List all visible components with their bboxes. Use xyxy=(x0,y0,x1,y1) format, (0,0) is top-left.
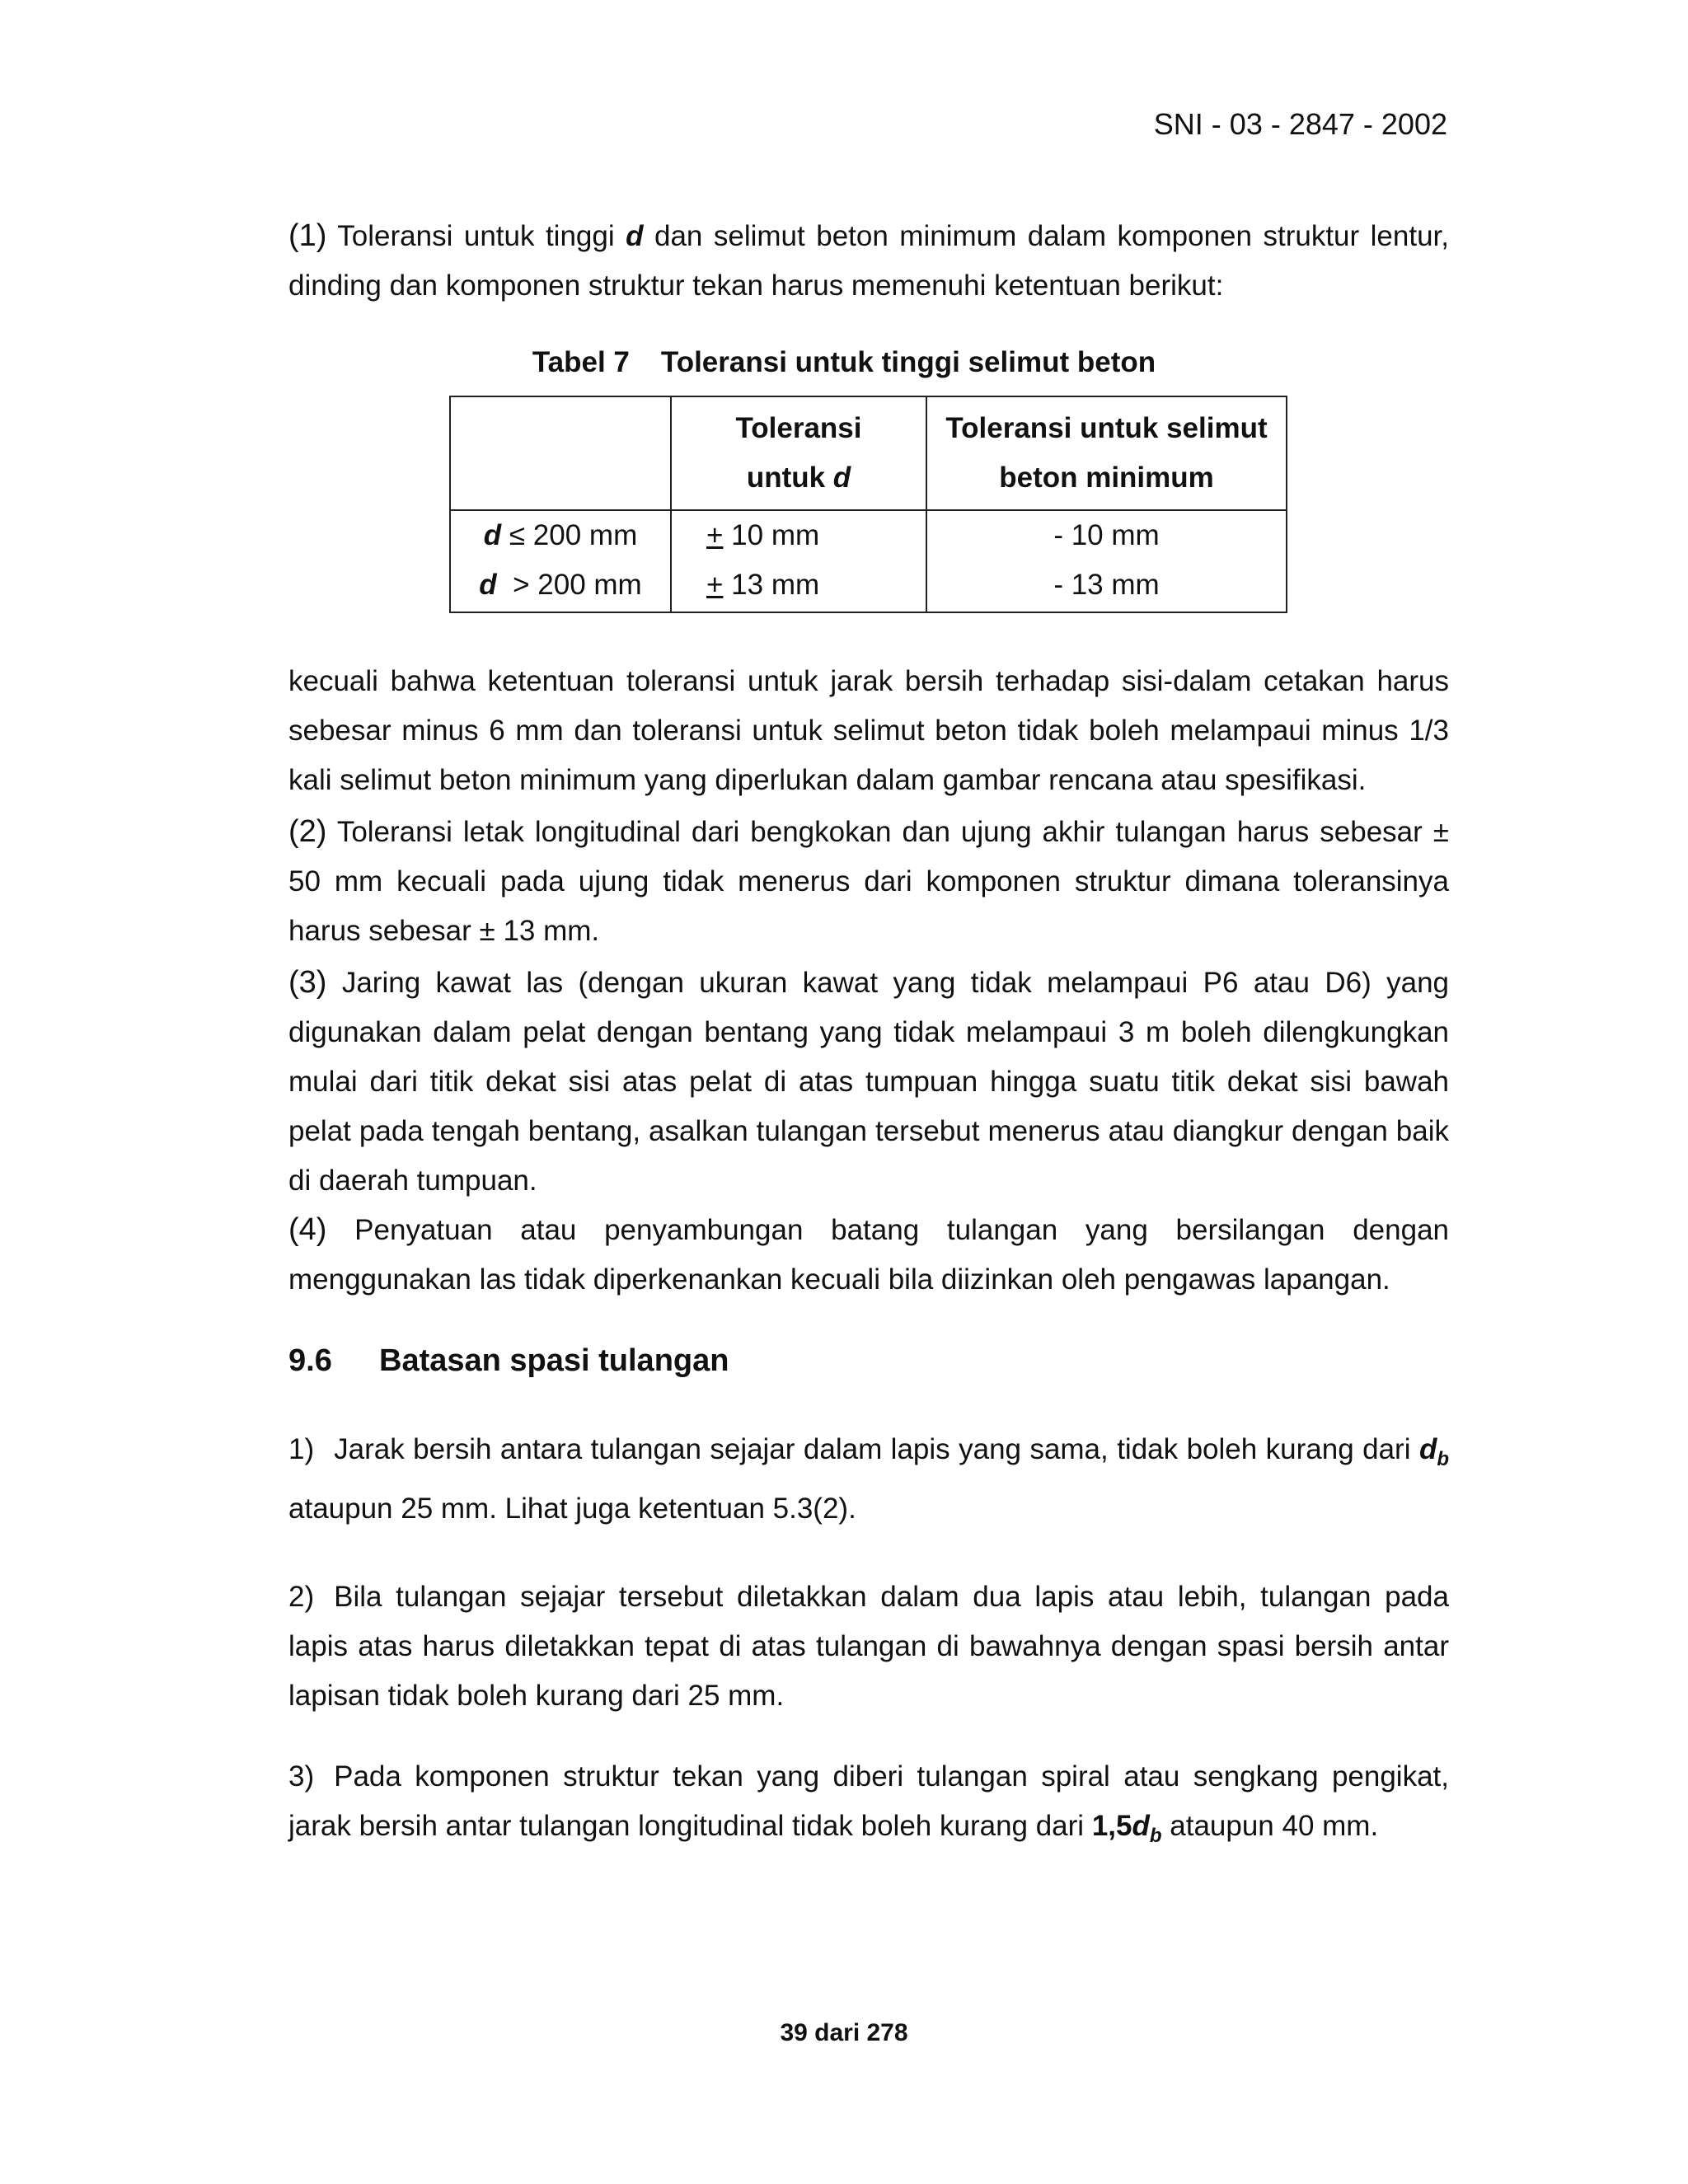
tolerance-table xyxy=(449,396,1287,613)
symbol-d: d xyxy=(832,462,851,494)
table-body-row xyxy=(450,510,1287,612)
item-number: (1) xyxy=(288,218,327,253)
table-number: Tabel 7 xyxy=(532,346,630,378)
table-header-row xyxy=(450,396,1287,510)
condition-cell xyxy=(450,510,671,612)
coefficient: 1,5 xyxy=(1091,1810,1132,1842)
table-title: Toleransi untuk tinggi selimut beton xyxy=(660,346,1156,378)
paragraph-item-4: (4) Penyatuan atau penyambungan batang tulangan yang bersilangan dengan menggunakan las tidak diperkenankan kecuali bila diizinkan oleh pengawas lapangan. xyxy=(288,1212,1449,1296)
rule-index: 3) xyxy=(288,1760,315,1793)
page-number: 39 dari 278 xyxy=(780,2019,908,2046)
rule-index: 2) xyxy=(288,1581,315,1613)
symbol-db: $d_b$ xyxy=(1418,1433,1449,1470)
document-code: SNI - 03 - 2847 - 2002 xyxy=(1153,107,1447,141)
paragraph-item-2: (2) Toleransi letak longitudinal dari bengkokan dan ujung akhir tulangan harus sebesar ± 50 mm kecuali pada ujung tidak menerus dari komponen struktur dimana toleransinya harus sebesar ± 13 mm. xyxy=(288,814,1449,947)
symbol-d: d xyxy=(626,220,644,252)
section-number: 9.6 xyxy=(288,1343,332,1378)
symbol-db: $d_b$ xyxy=(1132,1810,1162,1847)
rule-2: 2) Bila tulangan sejajar tersebut diletakkan dalam dua lapis atau lebih, tulangan pada lapis atas harus diletakkan tepat di atas tulangan di bawahnya dengan spasi bersih antar lapisan tidak boleh kurang dari 25 mm. xyxy=(288,1581,1449,1712)
paragraph-item-3: (3) Jaring kawat las (dengan ukuran kawat yang tidak melampaui P6 atau D6) yang digunakan dalam pelat dengan bentang yang tidak melampaui 3 m boleh dilengkungkan mulai dari titik dekat sisi atas pelat di atas tumpuan hingga suatu titik dekat sisi bawah pelat pada tengah bentang, asalkan tulangan tersebut menerus atau diangkur dengan baik di daerah tumpuan. xyxy=(288,965,1449,1197)
section-title: Batasan spasi tulangan xyxy=(379,1343,729,1378)
rule-3: 3) Pada komponen struktur tekan yang diberi tulangan spiral atau sengkang pengikat, jarak bersih antar tulangan longitudinal tidak boleh kurang dari $1,5d_b$ ataupun 40 mm. xyxy=(288,1760,1449,1847)
rule-1: 1) Jarak bersih antara tulangan sejajar dalam lapis yang sama, tidak boleh kurang dari $d_b$ ataupun 25 mm. Lihat juga ketentuan 5.3(2). xyxy=(288,1433,1449,1525)
tolerance-d-cell: + 10 mm + 13 mm xyxy=(671,510,926,612)
table-caption xyxy=(0,346,1688,379)
item-number: (4) xyxy=(288,1212,327,1247)
header-empty-cell xyxy=(450,396,671,510)
tolerance-cover-cell: - 10 mm - 13 mm xyxy=(926,510,1287,612)
item-number: (3) xyxy=(288,965,327,1000)
paragraph-exception: kecuali bahwa ketentuan toleransi untuk jarak bersih terhadap sisi-dalam cetakan harus sebesar minus 6 mm dan toleransi untuk selimut beton tidak boleh melampaui minus 1/3 kali selimut beton minimum yang diperlukan dalam gambar rencana atau spesifikasi. xyxy=(288,665,1449,796)
paragraph-tolerance-intro: (1) Toleransi untuk tinggi d dan selimut beton minimum dalam komponen struktur lentur, dinding dan komponen struktur tekan harus memenuhi ketentuan berikut: xyxy=(288,218,1449,302)
rule-index: 1) xyxy=(288,1433,315,1465)
table-row: d ≤ 200 mm xyxy=(483,519,638,551)
header-tolerance-d: Toleransi untuk d xyxy=(671,396,926,510)
header-tolerance-cover: Toleransi untuk selimut beton minimum xyxy=(926,396,1287,510)
section-heading xyxy=(288,1343,729,1379)
table-row: d > 200 mm xyxy=(479,569,642,601)
item-number: (2) xyxy=(288,814,327,849)
